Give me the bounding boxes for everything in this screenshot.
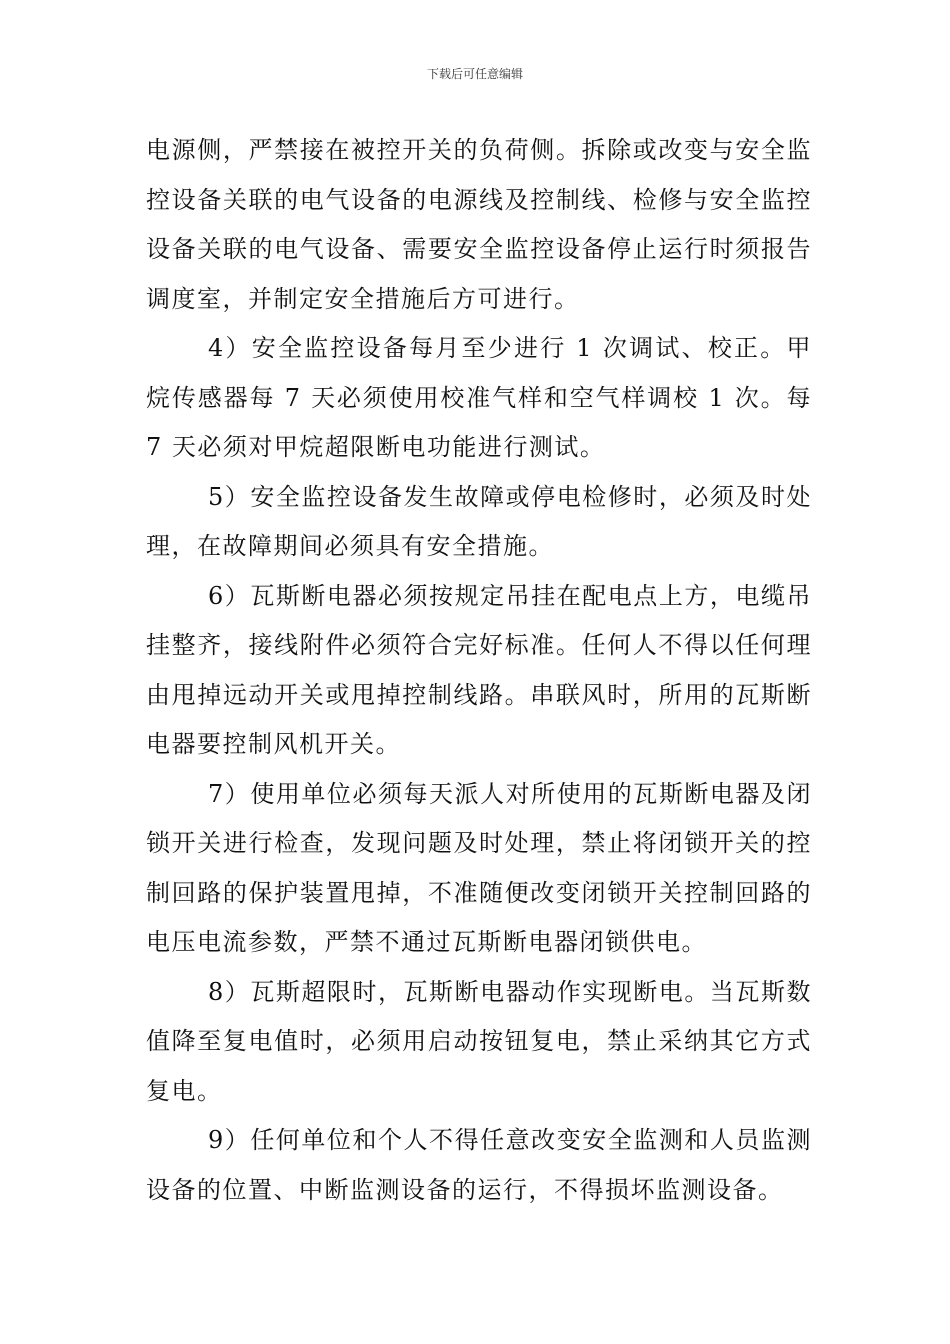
paragraph-1: 电源侧，严禁接在被控开关的负荷侧。拆除或改变与安全监控设备关联的电气设备的电源线及控制线、检修与安全监控设备关联的电气设备、需要安全监控设备停止运行时须报告调度室，并制定安全措施后方可进行。: [146, 136, 812, 313]
paragraph-5: 7）使用单位必须每天派人对所使用的瓦斯断电器及闭锁开关进行检查，发现问题及时处理，禁止将闭锁开关的控制回路的保护装置甩掉，不准随便改变闭锁开关控制回路的电压电流参数，严禁不通过瓦斯断电器闭锁供电。: [146, 779, 812, 956]
paragraph-7: 9）任何单位和个人不得任意改变安全监测和人员监测设备的位置、中断监测设备的运行，不得损坏监测设备。: [146, 1126, 812, 1204]
paragraph-3: 5）安全监控设备发生故障或停电检修时，必须及时处理，在故障期间必须具有安全措施。: [146, 482, 812, 560]
paragraph-6: 8）瓦斯超限时，瓦斯断电器动作实现断电。当瓦斯数值降至复电值时，必须用启动按钮复电，禁止采纳其它方式复电。: [146, 977, 812, 1105]
paragraph-2: 4）安全监控设备每月至少进行 1 次调试、校正。甲烷传感器每 7 天必须使用校准气样和空气样调校 1 次。每 7 天必须对甲烷超限断电功能进行测试。: [146, 334, 812, 461]
paragraph-4: 6）瓦斯断电器必须按规定吊挂在配电点上方，电缆吊挂整齐，接线附件必须符合完好标准。任何人不得以任何理由甩掉远动开关或甩掉控制线路。串联风时，所用的瓦斯断电器要控制风机开关。: [146, 581, 812, 758]
document-body: [146, 126, 812, 1215]
page-header-note: 下载后可任意编辑: [426, 67, 523, 81]
